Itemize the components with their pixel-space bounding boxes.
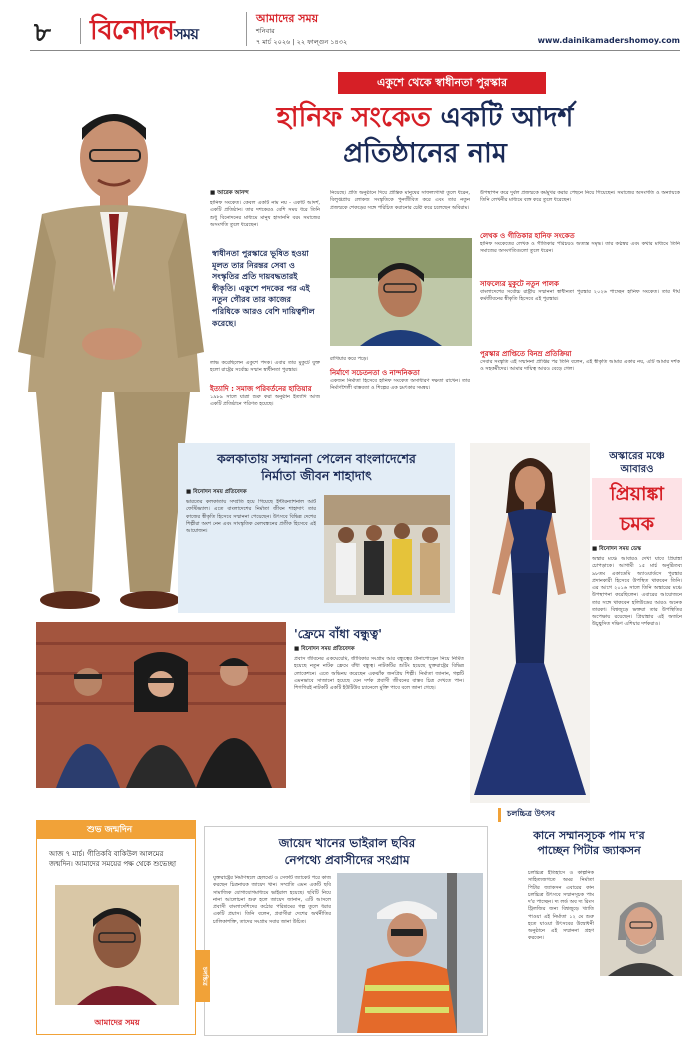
jayed-side-label: চলচ্চিত্র [196, 950, 210, 1002]
lead-headline-red: হানিফ সংকেত [276, 102, 432, 133]
kolkata-headline [178, 451, 455, 485]
festival-text: চলচ্চিত্র ইতিহাসে ও কাল্পনিক সাহিত্যজগতে অমর নির্মাতা পিটার জ্যাকসন এবারের কান চলচ্চিত্র উৎসবে সম্মানসূচক পাম দ'র পাচ্ছেন। দ্য লর্ড অব দ্য রিংস ট্রিলজির জন্য বিশ্বজুড়ে খ্যাতি পাওয়া এই নির্মাতা ১২ মে শুরু হতে যাওয়া উৎসবের উদ্বোধনী অনুষ্ঠানে এই সম্মাননা গ্রহণ করবেন। [528, 870, 594, 942]
frame-headline: 'ফ্রেমে বাঁধা বন্ধুত্ব' [294, 627, 382, 641]
frame-text: প্রবাস জীবনের একঘেয়েমি, জীবিকার সংগ্রাম আর বন্ধুত্বের টানাপোড়েন নিয়ে নির্মিত হয়েছে নতুন নাটক ফ্রেমে বাঁধা বন্ধুত্ব। নাটকটির শুটিং হয়েছে যুক্তরাষ্ট্রের বিভিন্ন লোকেশনে। এতে অভিনয় করেছেন একঝাঁক জনপ্রিয় শিল্পী। নির্মাতা জানান, গল্পটি এমনভাবে সাজানো হয়েছে যেন দর্শক প্রবাসী জীবনের বাস্তব চিত্র দেখতে পান। শিগগিরই নাটকটি একটি ইউটিউব চ্যানেলে মুক্তি পাবে বলে জানা গেছে। [294, 656, 464, 691]
section-title-main: বিনোদন [90, 15, 174, 46]
page-number: ৮ [34, 18, 51, 48]
lead-col3-text1: উপস্থাপন করে দুর্বল প্রজন্মকে কর্মমুখর করার পেছনে নিয়ে গিয়েছেন। সমাজের অসংগতি ও অন্যায়কে তিনি লেখনীর মাধ্যমে ব্যঙ্গ করে তুলে ধরেছেন। [480, 190, 680, 204]
lead-col2-text: নিয়েছে। প্রতি অনুষ্ঠানে দিয়ে প্রান্তিক মানুষের সাফল্যগাথা তুলে ধরেন, বিলুপ্তপ্রায় লোকজ সংস্কৃতিকে পুনর্জীবিত করে এবং তার নতুন প্রজন্মকে শেকড়ের সঙ্গে পরিচিত করানোর চেষ্টা করে চলেছেন অবিরাম। [330, 190, 470, 211]
section-title [90, 10, 198, 55]
lead-headline-rest: একটি আদর্শ [440, 102, 574, 133]
lead-col3-subhead2: সাফল্যের মুকুটে নতুন পালক [480, 280, 559, 288]
lead-col3-text2: হানিফ সংকেতের লেখক ও গীতিকার পরিচয়ও অত্যন্ত সমৃদ্ধ। তার কণ্ঠস্বর এবং কথার মাধ্যমে তিনি সমাজের অসংগতিগুলো তুলে ধরেন। [480, 241, 680, 255]
paper-logo: আমাদের সময় [256, 12, 319, 25]
oscar-text: অস্কার মঞ্চে আবারও দেখা যাবে প্রিয়াঙ্কা চোপড়াকে। আগামী ১৫ মার্চ অনুষ্ঠিতব্য ৯৮তম একাডেমি অ্যাওয়ার্ডসে পুরস্কার প্রদানকারী হিসেবে উপস্থিত থাকবেন তিনি। এর আগে ২০১৬ সালে তিনি অস্কারের মঞ্চে উপস্থাপনা করেছিলেন। এবারের আয়োজনে তার সঙ্গে থাকবেন হলিউডের আরও অনেক তারকা। বিশ্বজুড়ে ভক্তরা তার উপস্থিতির অপেক্ষায় রয়েছেন। প্রিয়াঙ্কার এই অর্জনে উচ্ছ্বসিত দক্ষিণ এশিয়ার দর্শকরাও। [592, 556, 682, 628]
lead-bottom-text-mid2: একজন নির্মাতা হিসেবে হানিফ সংকেত অসাধারণ দক্ষতা রাখেন। তার নির্মাণশৈলী বাস্তবতা ও শিল্পের এক চমৎকার সমন্বয়। [330, 378, 470, 392]
festival-headline-line2: পাচ্ছেন পিটার জ্যাকসন [537, 844, 641, 858]
jayed-text: যুক্তরাষ্ট্রের নির্মাণস্থলে হেলমেট ও সেফটি জ্যাকেট পরে কাজ করছেন চিত্রনায়ক জায়েদ খান। সম্প্রতি এমন একটি ছবি সামাজিক যোগাযোগমাধ্যমে ভাইরাল হয়েছে। ছবিটি নিয়ে নানা আলোচনা শুরু হলে জায়েদ জানান, এটি আসলে প্রবাসী বাংলাদেশিদের কঠোর পরিশ্রমের গল্প তুলে ধরার একটি প্রয়াস। তিনি বলেন, প্রবাসীরা দেশের অর্থনীতির চালিকাশক্তি, তাদের সংগ্রাম সবার জানা উচিত। [213, 875, 331, 925]
website-url[interactable]: www.dainikamadershomoy.com [537, 36, 680, 45]
oscar-name2: চমক [619, 513, 655, 535]
kolkata-byline: ■ বিনোদন সময় প্রতিবেদক [186, 489, 247, 495]
lead-kicker-bar: একুশে থেকে স্বাধীনতা পুরস্কার [338, 72, 546, 94]
birthday-box [36, 820, 196, 1035]
lead-bottom-text-left: লাভ করেছিলেন একুশে পদক। এবার তার মুকুটে যুক্ত হলো রাষ্ট্রের সর্বোচ্চ সম্মান স্বাধীনতা পুরস্কার। [210, 360, 320, 374]
header-divider-small [80, 18, 81, 44]
priyanka-photo [470, 443, 590, 803]
lead-headline-line2: প্রতিষ্ঠানের নাম [343, 138, 507, 170]
oscar-kicker: অস্কারের মঞ্চে আবারও [609, 451, 665, 475]
header-date: ৭ মার্চ ২০২৬ | ২২ ফাল্গুন ১৪৩২ [256, 38, 348, 46]
section-title-suffix: সময় [173, 25, 198, 43]
jayed-photo [337, 873, 483, 1033]
lead-photo-portrait [330, 238, 472, 346]
festival-photo [600, 880, 682, 976]
kolkata-story [178, 443, 455, 613]
kolkata-headline-line2: নির্মাতা জীবন শাহাদাৎ [261, 467, 372, 483]
lead-col3-subhead3: পুরস্কার প্রাপ্তিতে বিনম্র প্রতিক্রিয়া [480, 350, 572, 358]
jayed-story [204, 826, 488, 1036]
frame-photo [36, 622, 286, 788]
jayed-headline [205, 835, 489, 869]
jayed-headline-line1: জায়েদ খানের ভাইরাল ছবির [278, 836, 416, 850]
kolkata-text: ভারতের কলকাতায় সম্প্রতি হয়ে গিয়েছে ইন্টারন্যাশনাল আর্ট ফেস্টিভ্যাল। এতে বাংলাদেশের নির্মাতা জীবন শাহাদাৎ তার কাজের স্বীকৃতি হিসেবে সম্মাননা পেয়েছেন। উৎসবে বিভিন্ন দেশের শিল্পীরা অংশ নেন এবং সাংস্কৃতিক মেলবন্ধনের প্রতীক হিসেবে এই আয়োজন। [186, 499, 316, 534]
birthday-logo: আমাদের সময় [94, 1018, 140, 1027]
birthday-photo [55, 885, 179, 1005]
kolkata-photo [324, 495, 450, 603]
jayed-headline-line2: নেপথ্যে প্রবাসীদের সংগ্রাম [284, 852, 410, 867]
lead-headline [210, 100, 640, 173]
festival-label: চলচ্চিত্র উৎসব [498, 808, 680, 822]
header-day: শনিবার [256, 27, 275, 35]
lead-byline: ■ আরেক আনন্দ [210, 190, 249, 196]
header-divider [246, 12, 247, 46]
oscar-byline: ■ বিনোদন সময় ডেস্ক [592, 546, 642, 552]
festival-headline [498, 828, 680, 859]
oscar-name: প্রিয়াঙ্কা [610, 483, 664, 505]
lead-bottom-subhead-left: ইত্যাদি : সমাজ পরিবর্তনের হাতিয়ার [210, 385, 312, 393]
kolkata-headline-line1: কলকাতায় সম্মাননা পেলেন বাংলাদেশের [217, 451, 416, 466]
lead-bottom-text-mid: রাখিয়ার করে পড়ে। [330, 356, 369, 362]
page-header [0, 0, 700, 60]
lead-pullquote: স্বাধীনতা পুরস্কারে ভূষিত হওয়া মূলত তার নিরন্তর সেবা ও সংস্কৃতির প্রতি দায়বদ্ধতারই স্বীকৃতি। একুশে পদকের পর এই নতুন গৌরব তার কাজের পরিধিকে আরও বেশি দায়িত্বশীল করেছে। [212, 249, 315, 328]
birthday-label: শুভ জন্মদিন [37, 821, 195, 839]
birthday-text: আজ ৭ মার্চ। গীতিকবি বাকিউল আলমের জন্মদিন। আমাদের সময়ের পক্ষ থেকে শুভেচ্ছা [49, 850, 176, 869]
lead-col3-text3: বাংলাদেশের সর্বোচ্চ রাষ্ট্রীয় সম্মাননা স্বাধীনতা পুরস্কার ২০২৬ পাচ্ছেন হানিফ সংকেত। তার দীর্ঘ কর্মজীবনের স্বীকৃতি হিসেবে এই পুরস্কার। [480, 289, 680, 303]
festival-headline-line1: কানে সম্মানসূচক পাম দ'র [533, 829, 645, 842]
lead-col3-subhead1: লেখক ও গীতিকার হানিফ সংকেত [480, 232, 575, 240]
lead-col1-text: হানিফ সংকেত। কেবল একটি নাম নয় - একটি আদর্শ, একটি প্রতিষ্ঠান। তার দশকেরও বেশি সময় ধরে তিনি শুধু বিনোদনের মাধ্যমে মানুষ হাসাননি বরং সমাজের অসংগতি তুলে ধরেছেন। [210, 200, 320, 228]
lead-bottom-subhead-mid: নির্মাণে সচেতনতা ও নান্দনিকতা [330, 369, 420, 377]
frame-byline: ■ বিনোদন সময় প্রতিবেদক [294, 646, 355, 652]
header-rule [30, 50, 680, 51]
lead-bottom-text-left2: ১৯৮৯ সালে যাত্রা শুরু করা অনুষ্ঠান ইত্যাদি আজ একটি প্রতিষ্ঠানে পরিণত হয়েছে। [210, 394, 320, 408]
lead-col3-text4: সেবার সংস্কৃতি এই সম্মাননা প্রাপ্তির পর তিনি বলেন, এই স্বীকৃতি আমার একার নয়, এটি আমার দর্শক ও সহকর্মীদের। আমার দায়িত্ব আরও বেড়ে গেল। [480, 359, 680, 373]
